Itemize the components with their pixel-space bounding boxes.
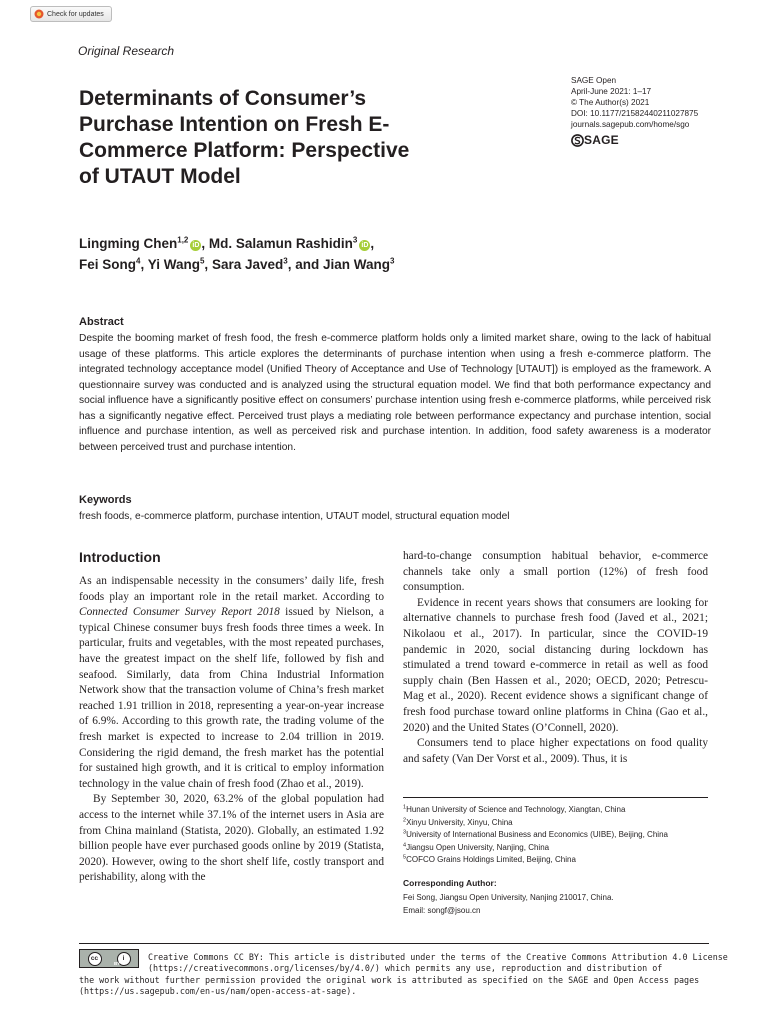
affiliation-item [403, 804, 713, 817]
corresponding-author-address: Fei Song, Jiangsu Open University, Nanjing 210017, China. [403, 893, 614, 902]
author-name: Yi Wang [147, 257, 200, 272]
section-label: Original Research [78, 44, 175, 58]
author-separator: , [140, 257, 148, 272]
sage-logo [571, 133, 619, 147]
abstract-text: Despite the booming market of fresh food, the fresh e-commerce platform holds only a limited market share, owing to the lack of habitual usage of these platforms. This article explores the determinants of purchase intention when using a fresh e-commerce platform. The integrated technology acceptance model (Unified Theory of Acceptance and Use of Technology [UTAUT]) is employed as the framework. A questionnaire survey was conducted and is analyzed using the structural equation model. We find that both performance expectancy and social influence have a significantly positive effect on consumers’ purchase intention using fresh e-commerce platforms, while perceived risk has a significantly negative effect. Perceived trust plays a mediating role between performance expectancy and purchase intention, social influence and purchase intention, as well as perceived risk and purchase intention. In addition, food safety awareness is a moderator between perceived trust and purchase intention. [79, 333, 711, 453]
author-name: Md. Salamun Rashidin [208, 236, 353, 251]
author-list [79, 233, 499, 275]
journal-issue: April-June 2021: 1–17 [571, 87, 652, 96]
author-name: Sara Javed [211, 257, 284, 272]
attribution-person-icon: i [117, 952, 131, 966]
author-affiliation-marker: 1,2 [177, 235, 189, 245]
cc-by-label: BY [114, 961, 121, 966]
journal-url[interactable]: journals.sagepub.com/home/sgo [571, 120, 690, 129]
affiliation-item [403, 854, 713, 867]
author [209, 236, 378, 251]
license-line[interactable]: (https://creativecommons.org/licenses/by/4.0/) which permits any use, reproduction and distribution of [148, 963, 663, 974]
report-title: Connected Consumer Survey Report 2018 [79, 606, 280, 619]
corresponding-author-details [403, 892, 713, 917]
affiliation-item [403, 817, 713, 830]
intro-paragraph-4: Consumers tend to place higher expectations on food quality and safety (Van Der Vorst et al., 2009). Thus, it is [403, 737, 708, 765]
journal-copyright: © The Author(s) 2021 [571, 98, 650, 107]
author-separator: , [201, 236, 209, 251]
affiliation-item [403, 829, 713, 842]
author-name: Fei Song [79, 257, 136, 272]
introduction-heading: Introduction [79, 549, 161, 565]
corresponding-author-heading: Corresponding Author: [403, 878, 497, 888]
author-separator: , [204, 257, 212, 272]
journal-info [571, 75, 698, 130]
affiliation-marker: 1 [403, 804, 407, 811]
author [323, 257, 394, 272]
affiliation-text: University of International Business and Economics (UIBE), Beijing, China [406, 830, 668, 839]
body-column-left [79, 574, 384, 886]
keywords-text: fresh foods, e-commerce platform, purchase intention, UTAUT model, structural equation model [79, 511, 510, 522]
affiliation-text: Jiangsu Open University, Nanjing, China [406, 842, 550, 852]
author-name: Jian Wang [322, 257, 390, 272]
check-updates-icon [34, 9, 44, 19]
keywords-heading: Keywords [79, 494, 132, 506]
journal-name: SAGE Open [571, 76, 617, 85]
sage-logo-text: SAGE [584, 133, 619, 147]
author [79, 236, 209, 251]
intro-paragraph-1 [79, 574, 384, 792]
affiliation-marker: 4 [403, 841, 407, 848]
license-divider [79, 943, 709, 944]
abstract-heading: Abstract [79, 316, 124, 328]
intro-paragraph-continued: hard-to-change consumption habitual behavior, e-commerce channels take only a small portion (12%) of fresh food consumption. [403, 550, 708, 594]
affiliation-marker: 3 [403, 829, 407, 836]
affiliation-marker: 2 [403, 816, 407, 823]
author-affiliation-marker: 3 [352, 235, 358, 245]
body-column-right [403, 549, 708, 767]
intro-paragraph-2: By September 30, 2020, 63.2% of the global population had access to the internet while 37.1% of the internet users in Asia are from China mainland (Statista, 2020). Globally, an estimated 1.92 billion people have ever purchased goods online by 2019 (Statista, 2020). However, owing to the short shelf life, costly transport and perishability, along with the [79, 793, 384, 884]
intro-paragraph-3: Evidence in recent years shows that consumers are looking for alternative channels to purchase fresh food (Javed et al., 2021; Nikolaou et al., 2017). In particular, since the COVID-19 pandemic in 2020, social distancing during lockdown has stimulated a trend toward e-commerce in retail as well as food supply chain (Ben Hassen et al., 2020; OECD, 2020; Petrescu-Mag et al., 2020). Recent evidence shows a significant change of fresh food purchase toward online platforms in China (Gao et al., 2020) and the United States (O’Connell, 2020). [403, 596, 708, 734]
author-separator: , [370, 236, 378, 251]
affiliation-text: COFCO Grains Holdings Limited, Beijing, China [406, 855, 576, 864]
author-affiliation-marker: 5 [199, 256, 205, 266]
author-name: Lingming Chen [79, 236, 178, 251]
orcid-icon[interactable]: iD [361, 242, 369, 249]
footnote-divider [403, 797, 708, 798]
license-text [79, 952, 728, 998]
affiliation-text: Xinyu University, Xinyu, China [406, 817, 513, 827]
sage-logo-icon [571, 134, 584, 147]
affiliation-marker: 5 [403, 854, 407, 861]
article-title: Determinants of Consumer’s Purchase Intention on Fresh E-Commerce Platform: Perspective of UTAUT Model [79, 87, 410, 188]
affiliation-list [403, 804, 713, 867]
author [148, 257, 212, 272]
affiliation-item [403, 842, 713, 855]
orcid-icon[interactable]: iD [192, 242, 200, 249]
license-line: the work without further permission provided the original work is attributed as specified on the SAGE and Open Access pages [79, 974, 700, 985]
corresponding-author-email[interactable]: Email: songf@jsou.cn [403, 905, 481, 915]
author-affiliation-marker: 4 [136, 256, 141, 266]
author-affiliation-marker: 3 [283, 256, 288, 266]
author-affiliation-marker: 3 [389, 256, 395, 266]
check-for-updates-button[interactable] [30, 6, 112, 22]
author [79, 257, 148, 272]
journal-doi[interactable]: DOI: 10.1177/21582440211027875 [571, 109, 699, 118]
license-line[interactable]: (https://us.sagepub.com/en-us/nam/open-access-at-sage). [79, 986, 357, 997]
paragraph-text: As an indispensable necessity in the consumers’ daily life, fresh foods play an important role in the retail market. According to [79, 575, 384, 603]
creative-commons-icon: cc [88, 952, 102, 966]
check-for-updates-label: Check for updates [47, 10, 104, 18]
paragraph-text: issued by Nielson, a typical Chinese consumer buys fresh foods three times a week. In particular, fruits and vegetables, with the most repeated purchases, have the greatest impact on the shelf life, followed by fish and seafood. Similarly, data from China Industrial Information Network show that the transaction volume of China’s fresh market reached 1.91 trillion in 2018, representing a year-on-year increase of 6.9%. According to this growth rate, the trading volume of the fresh market is expected to increase to 2.04 trillion in 2019. Considering the rigid demand, the fresh market has the potential for sustained high growth, and it is critical to employ information technology in the value chain of fresh food (Zhao et al., 2019). [79, 606, 384, 790]
author-separator: , and [287, 257, 323, 272]
affiliation-text: Hunan University of Science and Technology, Xiangtan, China [406, 805, 626, 814]
license-line: Creative Commons CC BY: This article is distributed under the terms of the Creative Commons Attribution 4.0 License [148, 952, 728, 962]
author [212, 257, 323, 272]
